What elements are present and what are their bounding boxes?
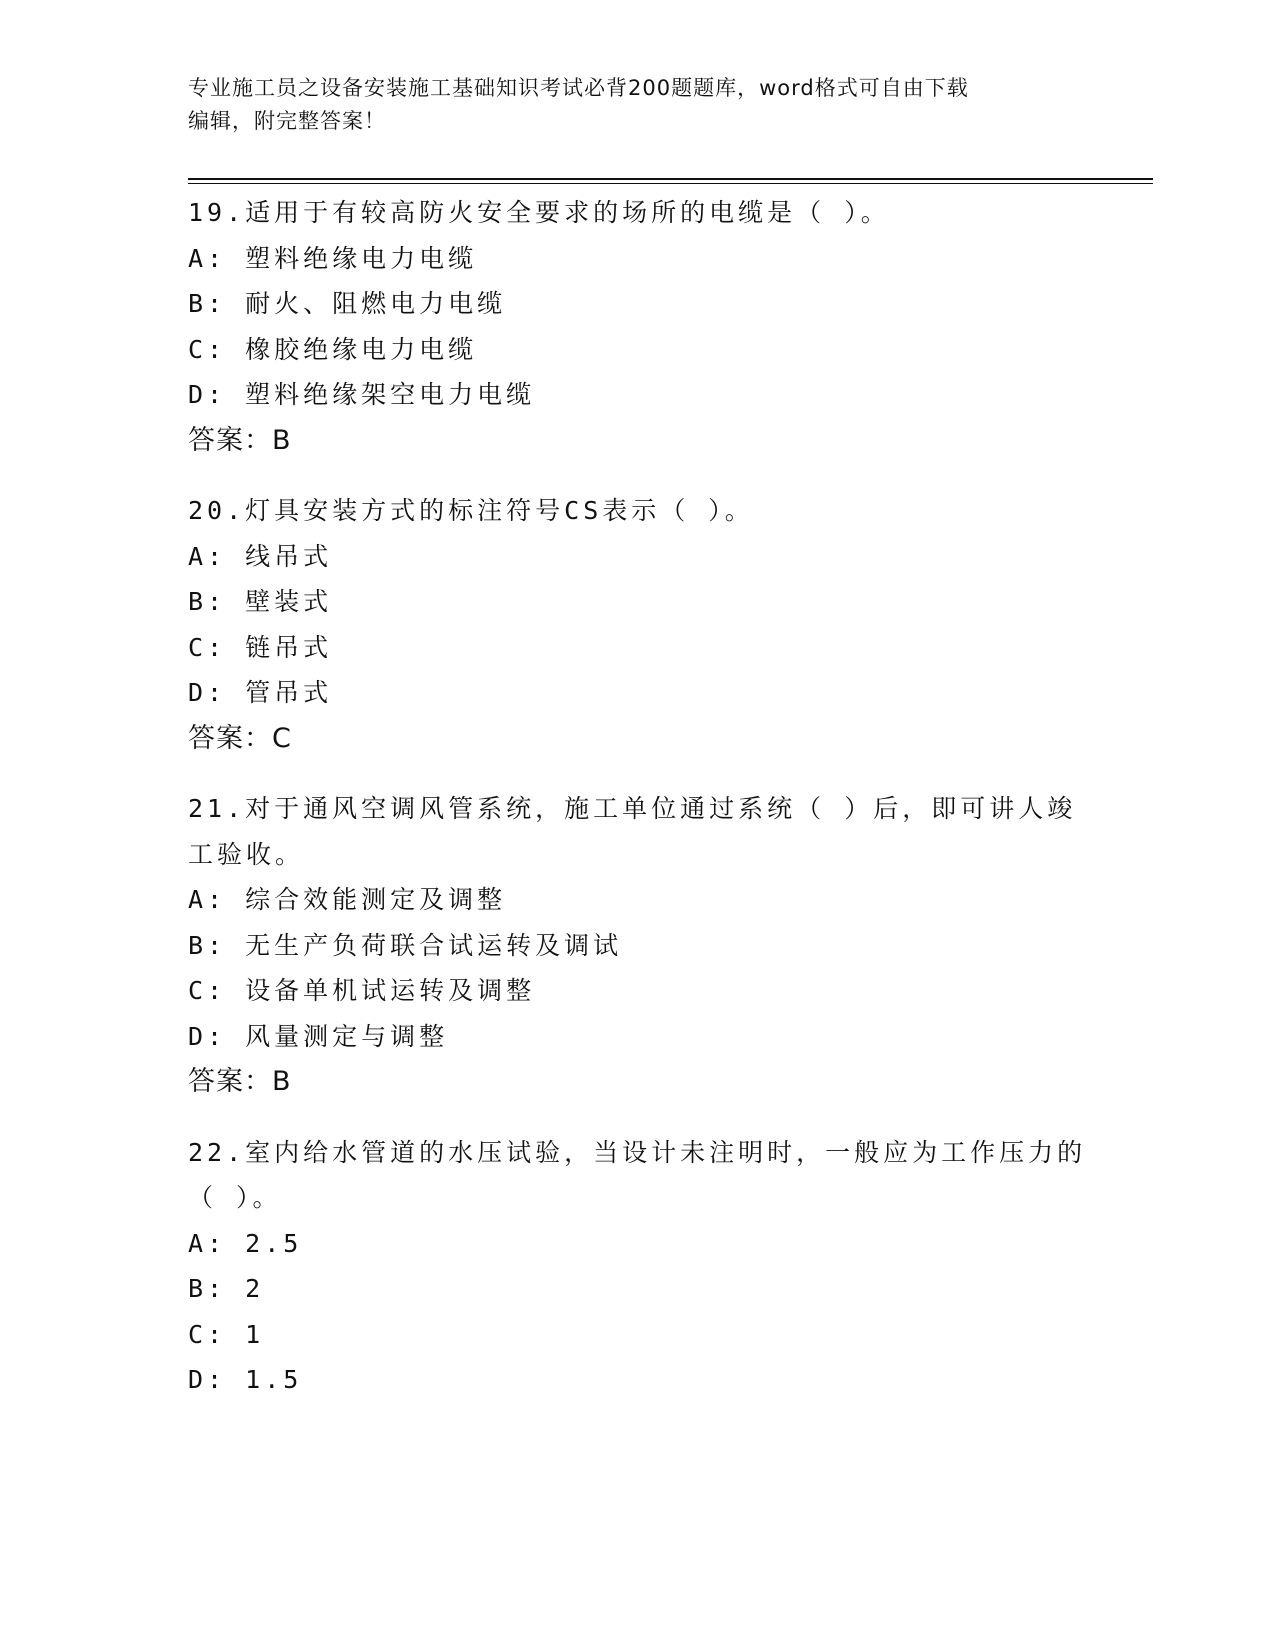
option-b: B: 2 <box>188 1274 265 1303</box>
option-d: D: 1.5 <box>188 1365 303 1394</box>
answer: 答案：B <box>188 424 292 456</box>
option-d: D: 管吊式 <box>188 678 333 707</box>
question-stem: 19.适用于有较高防火安全要求的场所的电缆是（ ）。 <box>188 198 890 227</box>
option-b: B: 无生产负荷联合试运转及调试 <box>188 930 623 960</box>
question-stem: 22.室内给水管道的水压试验，当设计未注明时，一般应为工作压力的（ ）。 <box>188 1137 1087 1212</box>
question-stem: 20.灯具安装方式的标注符号CS表示（ ）。 <box>188 496 754 525</box>
answer: 答案：B <box>188 1066 292 1097</box>
question-22 <box>188 1130 1088 1403</box>
option-c: C: 1 <box>188 1319 265 1349</box>
option-c: C: 链吊式 <box>188 632 333 662</box>
question-list <box>188 190 1088 1428</box>
answer: 答案：C <box>188 722 292 754</box>
option-b: B: 耐火、阻燃电力电缆 <box>188 289 507 318</box>
question-stem: 21.对于通风空调风管系统，施工单位通过系统（ ）后，即可讲人竣工验收。 <box>188 794 1077 869</box>
header-divider-thin <box>188 183 1153 184</box>
header-divider-thick <box>188 178 1153 180</box>
header-line-2: 编辑，附完整答案！ <box>188 109 386 133</box>
option-a: A: 综合效能测定及调整 <box>188 885 507 914</box>
option-a: A: 2.5 <box>188 1228 303 1258</box>
question-21 <box>188 786 1088 1105</box>
header-line-1: 专业施工员之设备安装施工基础知识考试必背200题题库，word格式可自由下载 <box>188 76 969 100</box>
option-c: C: 设备单机试运转及调整 <box>188 976 536 1005</box>
option-d: D: 塑料绝缘架空电力电缆 <box>188 380 536 409</box>
option-a: A: 线吊式 <box>188 541 333 571</box>
option-a: A: 塑料绝缘电力电缆 <box>188 243 478 273</box>
document-header <box>188 72 1088 138</box>
question-19 <box>188 190 1088 463</box>
option-c: C: 橡胶绝缘电力电缆 <box>188 334 478 364</box>
option-d: D: 风量测定与调整 <box>188 1021 449 1051</box>
option-b: B: 壁装式 <box>188 587 333 616</box>
question-20 <box>188 488 1088 761</box>
